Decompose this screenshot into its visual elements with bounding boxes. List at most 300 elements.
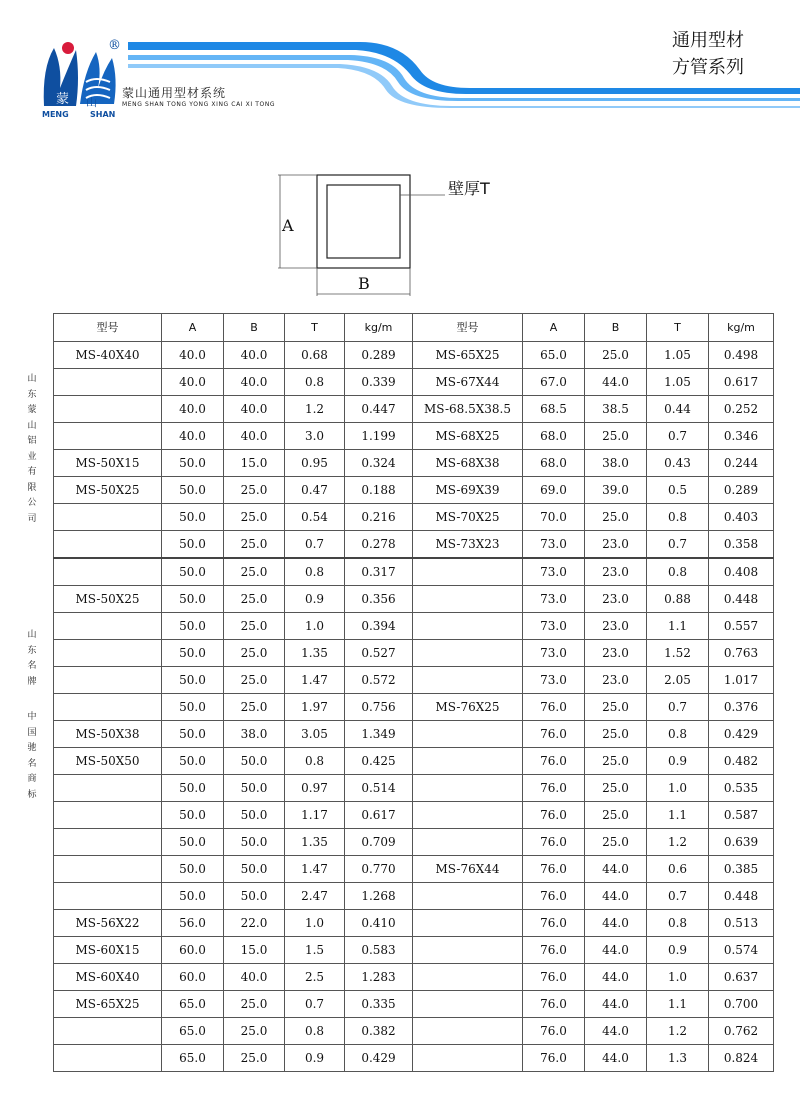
table-cell: 25.0 (585, 423, 647, 450)
table-cell: 40.0 (224, 396, 285, 423)
table-cell: 25.0 (224, 586, 285, 613)
table-cell (54, 1018, 162, 1045)
logo-chinese-right: 山 (86, 96, 97, 109)
table-cell: 73.0 (523, 667, 585, 694)
table-cell: 25.0 (224, 477, 285, 504)
table-cell: 0.425 (345, 748, 413, 775)
table-cell: 0.557 (709, 613, 774, 640)
table-header-row (54, 314, 774, 342)
table-cell: 0.8 (285, 369, 345, 396)
table-cell (413, 775, 523, 802)
table-cell: 0.335 (345, 991, 413, 1018)
table-cell: MS-76X44 (413, 856, 523, 883)
table-row (54, 586, 774, 613)
table-cell: 0.408 (709, 558, 774, 586)
table-row (54, 450, 774, 477)
table-cell: 1.268 (345, 883, 413, 910)
table-cell: 76.0 (523, 721, 585, 748)
table-cell: 50.0 (162, 586, 224, 613)
table-cell: 0.88 (647, 586, 709, 613)
table-cell: 1.017 (709, 667, 774, 694)
table-cell: 50.0 (224, 748, 285, 775)
table-cell: 40.0 (224, 342, 285, 369)
table-cell: 23.0 (585, 586, 647, 613)
table-cell: 0.700 (709, 991, 774, 1018)
table-cell: 0.756 (345, 694, 413, 721)
table-cell: 50.0 (224, 802, 285, 829)
table-cell: 69.0 (523, 477, 585, 504)
table-cell: 50.0 (162, 748, 224, 775)
table-cell: MS-70X25 (413, 504, 523, 531)
table-cell: 0.289 (345, 342, 413, 369)
side-brand-name: 山 东 名 牌 (27, 630, 37, 687)
column-header: 型号 (413, 314, 523, 342)
table-cell: 50.0 (162, 802, 224, 829)
table-cell: 2.47 (285, 883, 345, 910)
table-cell (413, 829, 523, 856)
table-cell: 0.382 (345, 1018, 413, 1045)
table-cell: 0.7 (285, 991, 345, 1018)
table-cell: 50.0 (162, 883, 224, 910)
table-cell: 0.762 (709, 1018, 774, 1045)
table-cell: 25.0 (224, 640, 285, 667)
table-row (54, 748, 774, 775)
table-cell: 50.0 (162, 775, 224, 802)
table-cell: 0.429 (345, 1045, 413, 1072)
table-cell: 50.0 (224, 856, 285, 883)
table-cell: 0.394 (345, 613, 413, 640)
table-cell: 0.7 (647, 531, 709, 559)
table-cell: 0.447 (345, 396, 413, 423)
table-row (54, 964, 774, 991)
table-row (54, 910, 774, 937)
table-cell (413, 1018, 523, 1045)
spec-table-container (53, 313, 773, 1072)
table-cell: 0.289 (709, 477, 774, 504)
table-cell: 44.0 (585, 369, 647, 396)
table-cell: 73.0 (523, 640, 585, 667)
table-cell (413, 802, 523, 829)
table-row (54, 396, 774, 423)
table-cell: MS-50X25 (54, 586, 162, 613)
table-cell (413, 937, 523, 964)
logo-chinese-left: 蒙 (56, 92, 70, 107)
table-cell: MS-65X25 (413, 342, 523, 369)
dimension-b-label: B (358, 274, 370, 293)
table-cell: 65.0 (162, 1045, 224, 1072)
table-cell (413, 748, 523, 775)
table-cell: 25.0 (585, 829, 647, 856)
table-cell: 25.0 (585, 775, 647, 802)
table-cell: 25.0 (585, 504, 647, 531)
table-row (54, 694, 774, 721)
table-cell: 1.2 (647, 829, 709, 856)
table-cell: 40.0 (224, 423, 285, 450)
table-cell: 50.0 (162, 504, 224, 531)
table-cell (54, 856, 162, 883)
table-row (54, 802, 774, 829)
table-cell: MS-56X22 (54, 910, 162, 937)
table-cell: MS-60X15 (54, 937, 162, 964)
table-cell: 0.8 (647, 558, 709, 586)
table-cell: 76.0 (523, 883, 585, 910)
column-header: B (585, 314, 647, 342)
table-cell (413, 991, 523, 1018)
table-cell: 25.0 (585, 748, 647, 775)
table-cell: 0.43 (647, 450, 709, 477)
table-cell: 1.1 (647, 991, 709, 1018)
table-cell: 44.0 (585, 1045, 647, 1072)
column-header: kg/m (345, 314, 413, 342)
table-cell: 40.0 (162, 369, 224, 396)
table-cell: 1.349 (345, 721, 413, 748)
table-cell: 0.513 (709, 910, 774, 937)
table-cell: 1.35 (285, 829, 345, 856)
table-cell: MS-68.5X38.5 (413, 396, 523, 423)
table-cell (413, 667, 523, 694)
table-cell: 1.1 (647, 613, 709, 640)
table-cell (413, 1045, 523, 1072)
table-cell: 50.0 (224, 883, 285, 910)
table-cell: 15.0 (224, 937, 285, 964)
table-cell: 1.97 (285, 694, 345, 721)
table-cell: 0.448 (709, 883, 774, 910)
table-cell: 1.52 (647, 640, 709, 667)
table-cell: 76.0 (523, 991, 585, 1018)
table-cell: 76.0 (523, 937, 585, 964)
table-cell: 50.0 (162, 450, 224, 477)
table-cell: 0.709 (345, 829, 413, 856)
table-cell: 23.0 (585, 613, 647, 640)
table-cell: 1.283 (345, 964, 413, 991)
table-cell: 44.0 (585, 937, 647, 964)
table-cell: 0.6 (647, 856, 709, 883)
table-cell: 76.0 (523, 802, 585, 829)
table-cell (54, 396, 162, 423)
table-cell: 25.0 (224, 694, 285, 721)
brand-subtitle: MENG SHAN TONG YONG XING CAI XI TONG (122, 101, 276, 108)
table-cell: 0.252 (709, 396, 774, 423)
table-cell: 50.0 (162, 613, 224, 640)
table-row (54, 558, 774, 586)
table-row (54, 613, 774, 640)
table-cell: 50.0 (162, 829, 224, 856)
table-cell: 0.5 (647, 477, 709, 504)
table-cell: 0.527 (345, 640, 413, 667)
table-cell: 44.0 (585, 964, 647, 991)
table-row (54, 721, 774, 748)
logo-english-right: SHAN (90, 110, 116, 119)
table-cell: 0.7 (285, 531, 345, 559)
side-company-name: 山 东 蒙 山 铝 业 有 限 公 司 (27, 374, 37, 524)
table-row (54, 1018, 774, 1045)
registered-mark: ® (108, 38, 121, 53)
table-cell: 25.0 (585, 342, 647, 369)
table-cell: 0.824 (709, 1045, 774, 1072)
table-cell: MS-69X39 (413, 477, 523, 504)
table-cell: 0.637 (709, 964, 774, 991)
table-cell: 50.0 (162, 856, 224, 883)
table-cell: MS-50X25 (54, 477, 162, 504)
table-cell: 15.0 (224, 450, 285, 477)
table-cell: 0.95 (285, 450, 345, 477)
table-cell: 67.0 (523, 369, 585, 396)
table-cell: 50.0 (224, 775, 285, 802)
table-cell: 0.97 (285, 775, 345, 802)
table-row (54, 829, 774, 856)
table-cell: 0.583 (345, 937, 413, 964)
table-cell: 40.0 (162, 423, 224, 450)
table-cell: 1.0 (647, 964, 709, 991)
table-row (54, 531, 774, 559)
table-cell (54, 694, 162, 721)
logo-english-left: MENG (42, 110, 69, 119)
table-cell: 1.35 (285, 640, 345, 667)
category-title: 通用型材 (672, 30, 744, 51)
table-cell: 0.617 (709, 369, 774, 396)
page-header (0, 0, 800, 130)
table-cell: 0.9 (647, 748, 709, 775)
table-cell: 0.7 (647, 694, 709, 721)
category-subtitle: 方管系列 (672, 57, 744, 78)
table-cell: 65.0 (523, 342, 585, 369)
table-cell: MS-50X50 (54, 748, 162, 775)
table-cell: 38.0 (224, 721, 285, 748)
table-cell: 0.54 (285, 504, 345, 531)
table-cell: 2.05 (647, 667, 709, 694)
table-cell: 40.0 (224, 369, 285, 396)
table-row (54, 991, 774, 1018)
table-cell: 44.0 (585, 1018, 647, 1045)
table-cell: 73.0 (523, 531, 585, 559)
table-cell: 1.47 (285, 856, 345, 883)
table-cell (54, 667, 162, 694)
table-cell: 73.0 (523, 613, 585, 640)
column-header: T (647, 314, 709, 342)
table-cell: 1.05 (647, 369, 709, 396)
table-cell: MS-67X44 (413, 369, 523, 396)
table-cell: 0.385 (709, 856, 774, 883)
table-cell: 25.0 (224, 991, 285, 1018)
table-cell (54, 1045, 162, 1072)
table-row (54, 775, 774, 802)
table-cell (413, 964, 523, 991)
column-header: kg/m (709, 314, 774, 342)
table-cell: 76.0 (523, 775, 585, 802)
table-cell: 0.317 (345, 558, 413, 586)
table-cell: 0.617 (345, 802, 413, 829)
table-cell: 56.0 (162, 910, 224, 937)
side-trademark: 中 国 驰 名 商 标 (27, 712, 37, 800)
table-cell: 76.0 (523, 694, 585, 721)
table-cell: 2.5 (285, 964, 345, 991)
table-cell: 0.9 (285, 1045, 345, 1072)
brand-title: 蒙山通用型材系统 (122, 86, 227, 100)
table-cell: MS-68X38 (413, 450, 523, 477)
table-cell: 1.5 (285, 937, 345, 964)
table-cell: 0.8 (285, 558, 345, 586)
table-cell: 0.498 (709, 342, 774, 369)
table-cell: 3.0 (285, 423, 345, 450)
table-cell: 0.47 (285, 477, 345, 504)
table-cell: 25.0 (224, 1018, 285, 1045)
table-cell: 0.8 (647, 910, 709, 937)
table-cell: 38.0 (585, 450, 647, 477)
table-cell (54, 775, 162, 802)
table-cell: 1.3 (647, 1045, 709, 1072)
table-row (54, 342, 774, 369)
table-cell: 1.2 (647, 1018, 709, 1045)
table-cell: 25.0 (224, 667, 285, 694)
table-cell: 68.5 (523, 396, 585, 423)
table-cell (54, 883, 162, 910)
table-cell (413, 640, 523, 667)
table-cell: 0.7 (647, 423, 709, 450)
table-cell: 0.403 (709, 504, 774, 531)
table-cell: 76.0 (523, 856, 585, 883)
column-header: T (285, 314, 345, 342)
table-cell (54, 423, 162, 450)
table-cell: 0.358 (709, 531, 774, 559)
table-row (54, 477, 774, 504)
table-cell: 0.356 (345, 586, 413, 613)
table-cell: 1.17 (285, 802, 345, 829)
table-cell: 50.0 (162, 667, 224, 694)
table-row (54, 504, 774, 531)
table-cell: 0.244 (709, 450, 774, 477)
table-cell: MS-76X25 (413, 694, 523, 721)
table-cell: 0.770 (345, 856, 413, 883)
table-cell: 0.7 (647, 883, 709, 910)
table-cell: 1.1 (647, 802, 709, 829)
column-header: 型号 (54, 314, 162, 342)
table-cell (54, 802, 162, 829)
table-cell: MS-40X40 (54, 342, 162, 369)
table-cell (413, 883, 523, 910)
column-header: A (523, 314, 585, 342)
table-cell: 0.8 (647, 721, 709, 748)
table-cell: 44.0 (585, 883, 647, 910)
table-cell: MS-60X40 (54, 964, 162, 991)
table-cell: 68.0 (523, 423, 585, 450)
table-cell: 73.0 (523, 586, 585, 613)
table-cell: 0.639 (709, 829, 774, 856)
table-cell (54, 613, 162, 640)
table-row (54, 640, 774, 667)
table-row (54, 883, 774, 910)
table-cell: 25.0 (224, 558, 285, 586)
table-cell: 0.8 (285, 748, 345, 775)
table-cell: 3.05 (285, 721, 345, 748)
table-cell: 76.0 (523, 748, 585, 775)
table-cell: MS-50X38 (54, 721, 162, 748)
table-cell (54, 369, 162, 396)
table-cell: 0.324 (345, 450, 413, 477)
table-cell: 0.587 (709, 802, 774, 829)
table-cell: MS-73X23 (413, 531, 523, 559)
table-cell: 39.0 (585, 477, 647, 504)
table-cell (54, 640, 162, 667)
table-cell: 50.0 (162, 640, 224, 667)
table-cell: 0.572 (345, 667, 413, 694)
table-cell: 65.0 (162, 1018, 224, 1045)
table-cell (54, 558, 162, 586)
table-cell (413, 558, 523, 586)
table-cell: 0.410 (345, 910, 413, 937)
table-cell (413, 910, 523, 937)
table-cell (413, 721, 523, 748)
table-cell (413, 613, 523, 640)
table-cell: 65.0 (162, 991, 224, 1018)
table-cell: 60.0 (162, 964, 224, 991)
table-cell: 25.0 (224, 613, 285, 640)
table-cell: 0.448 (709, 586, 774, 613)
table-cell: MS-50X15 (54, 450, 162, 477)
table-cell: 0.8 (647, 504, 709, 531)
table-cell: 0.376 (709, 694, 774, 721)
table-cell: 25.0 (585, 802, 647, 829)
table-cell: 0.278 (345, 531, 413, 559)
table-cell: 76.0 (523, 964, 585, 991)
table-cell: 50.0 (162, 477, 224, 504)
table-cell: 50.0 (162, 694, 224, 721)
column-header: A (162, 314, 224, 342)
table-cell: 25.0 (224, 1045, 285, 1072)
table-cell: 50.0 (162, 721, 224, 748)
table-cell: 1.0 (285, 613, 345, 640)
table-cell: 0.9 (285, 586, 345, 613)
table-body (54, 342, 774, 1072)
table-cell: 40.0 (224, 964, 285, 991)
table-cell: 1.47 (285, 667, 345, 694)
square-tube-spec-table (53, 313, 774, 1072)
table-cell: 76.0 (523, 1045, 585, 1072)
table-cell: 0.44 (647, 396, 709, 423)
table-cell: 1.0 (285, 910, 345, 937)
table-cell: 44.0 (585, 856, 647, 883)
table-cell: 0.188 (345, 477, 413, 504)
table-cell: 1.2 (285, 396, 345, 423)
table-cell: 0.216 (345, 504, 413, 531)
table-cell: 23.0 (585, 640, 647, 667)
table-cell: 25.0 (585, 721, 647, 748)
table-cell: 76.0 (523, 829, 585, 856)
table-cell: 50.0 (162, 531, 224, 559)
column-header: B (224, 314, 285, 342)
table-cell: 40.0 (162, 342, 224, 369)
table-cell: 23.0 (585, 558, 647, 586)
table-cell: 0.9 (647, 937, 709, 964)
table-cell: 23.0 (585, 667, 647, 694)
table-cell: 0.429 (709, 721, 774, 748)
dimension-a-label: A (282, 216, 294, 235)
table-cell: 60.0 (162, 937, 224, 964)
table-cell: 0.514 (345, 775, 413, 802)
table-cell: 1.199 (345, 423, 413, 450)
table-cell: 25.0 (585, 694, 647, 721)
table-cell: 70.0 (523, 504, 585, 531)
table-cell: 0.68 (285, 342, 345, 369)
table-row (54, 667, 774, 694)
table-row (54, 423, 774, 450)
table-cell (413, 586, 523, 613)
table-cell: 0.346 (709, 423, 774, 450)
table-cell: 0.535 (709, 775, 774, 802)
table-cell: 76.0 (523, 910, 585, 937)
table-cell: 23.0 (585, 531, 647, 559)
table-cell: 0.482 (709, 748, 774, 775)
table-cell: MS-68X25 (413, 423, 523, 450)
